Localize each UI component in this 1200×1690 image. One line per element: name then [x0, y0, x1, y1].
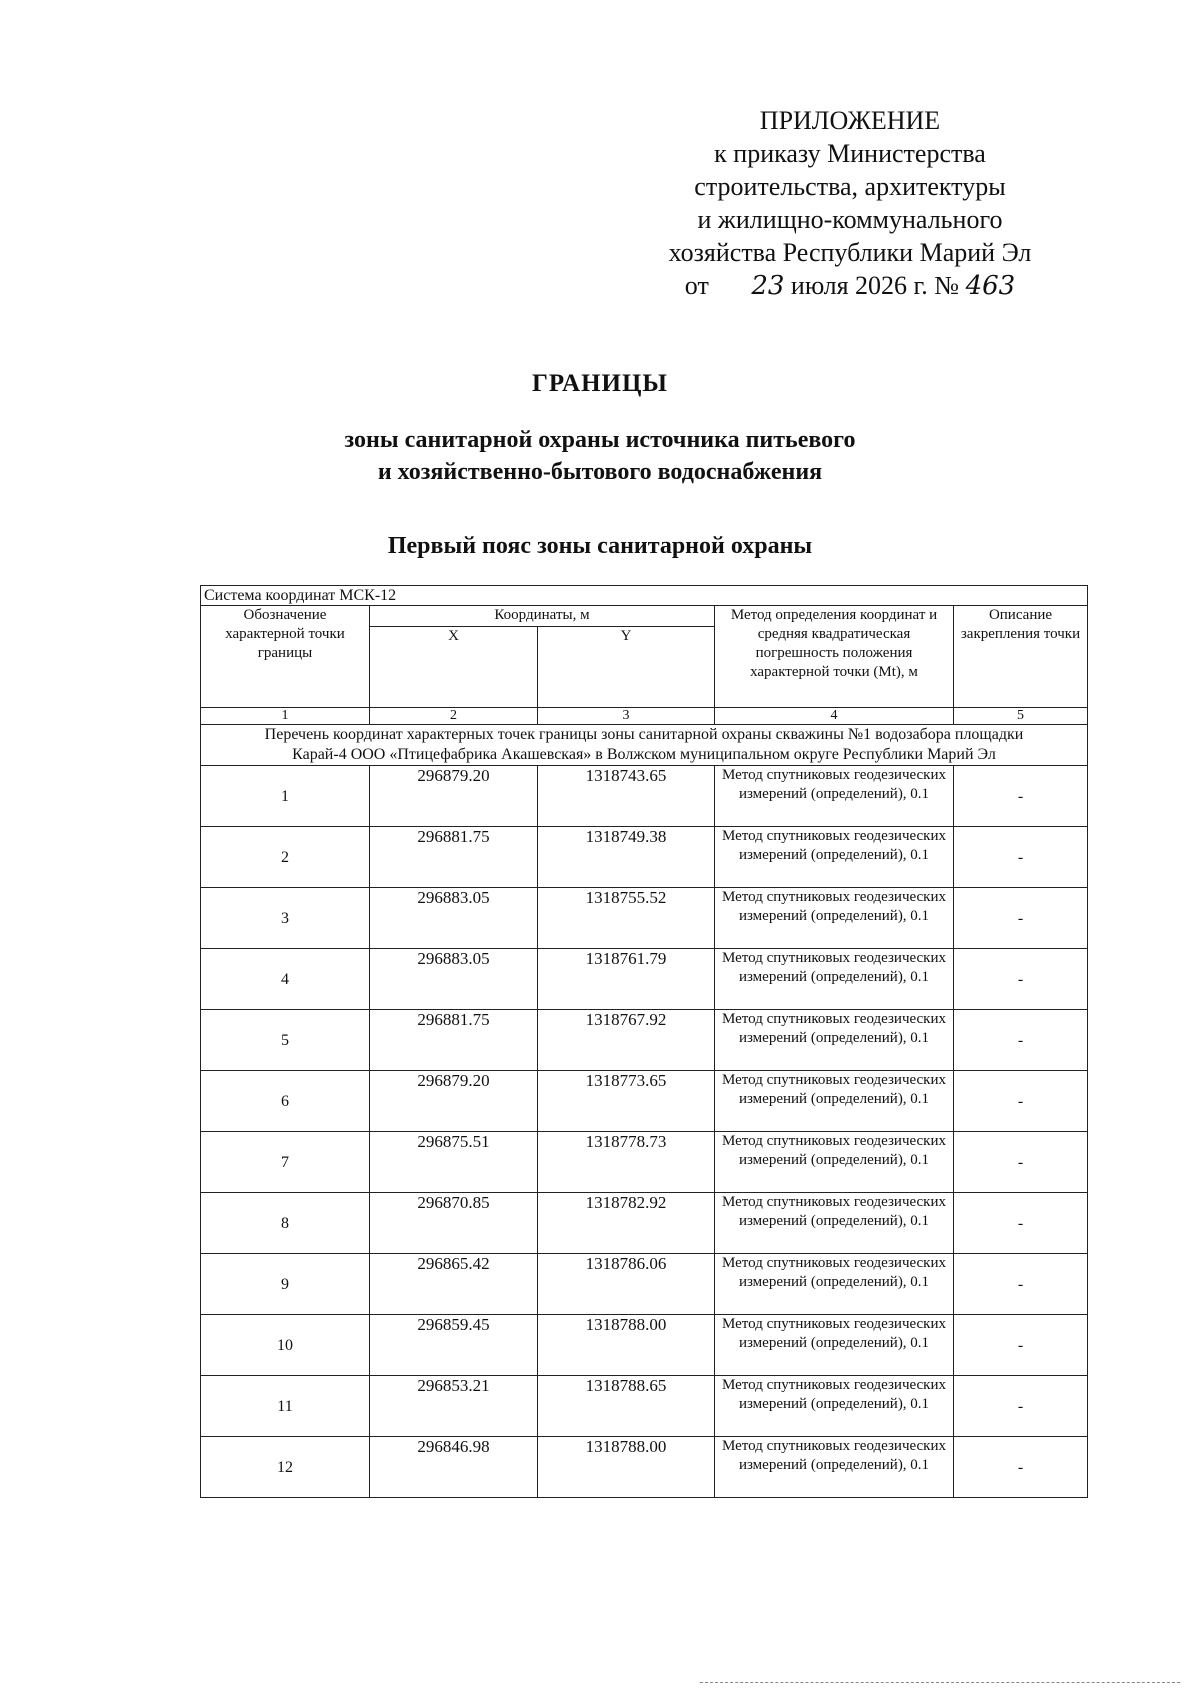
coord-x: 296846.98 [370, 1437, 538, 1498]
appendix-line: хозяйства Республики Марий Эл [668, 238, 1032, 267]
coord-system-row [201, 586, 1088, 606]
appendix-block [640, 104, 1060, 303]
point-number: 3 [201, 888, 370, 949]
description-cell: - [954, 1254, 1088, 1315]
header-coords: Координаты, м [370, 606, 715, 627]
point-number: 2 [201, 827, 370, 888]
table-row [201, 1132, 1088, 1193]
table-row [201, 1071, 1088, 1132]
description-cell: - [954, 888, 1088, 949]
point-number: 5 [201, 1010, 370, 1071]
coord-x: 296879.20 [370, 1071, 538, 1132]
table-row [201, 827, 1088, 888]
description-cell: - [954, 1437, 1088, 1498]
coord-x: 296859.45 [370, 1315, 538, 1376]
table-row [201, 1193, 1088, 1254]
coord-y: 1318786.06 [538, 1254, 715, 1315]
point-number: 8 [201, 1193, 370, 1254]
section-title: Первый пояс зоны санитарной охраны [387, 533, 813, 559]
column-number: 2 [370, 708, 538, 725]
column-number-row [201, 708, 1088, 725]
method-cell: Метод спутниковых геодезических измерений (определений), 0.1 [715, 766, 954, 827]
column-number: 5 [954, 708, 1088, 725]
coord-y: 1318755.52 [538, 888, 715, 949]
subtitle-line: зоны санитарной охраны источника питьевого [344, 427, 856, 453]
point-number: 11 [201, 1376, 370, 1437]
description-cell: - [954, 1193, 1088, 1254]
coord-x: 296865.42 [370, 1254, 538, 1315]
date-text: июля 2026 г. № [790, 271, 960, 300]
coord-y: 1318782.92 [538, 1193, 715, 1254]
table-row [201, 1315, 1088, 1376]
point-number: 9 [201, 1254, 370, 1315]
date-prefix: от [684, 271, 709, 300]
coord-x: 296883.05 [370, 888, 538, 949]
point-number: 6 [201, 1071, 370, 1132]
method-cell: Метод спутниковых геодезических измерений (определений), 0.1 [715, 1071, 954, 1132]
table-row [201, 1254, 1088, 1315]
column-number: 1 [201, 708, 370, 725]
coord-x: 296870.85 [370, 1193, 538, 1254]
header-row [201, 606, 1088, 627]
section-description: Перечень координат характерных точек границы зоны санитарной охраны скважины №1 водозабора площадки Карай-4 ООО «Птицефабрика Акашевская» в Волжском муниципальном округе Республики Марий Эл [201, 725, 1088, 766]
coord-y: 1318778.73 [538, 1132, 715, 1193]
appendix-line: строительства, архитектуры [694, 172, 1006, 201]
header-description: Описание закрепления точки [954, 606, 1088, 708]
coord-y: 1318788.00 [538, 1315, 715, 1376]
description-cell: - [954, 1010, 1088, 1071]
method-cell: Метод спутниковых геодезических измерений (определений), 0.1 [715, 1010, 954, 1071]
point-number: 10 [201, 1315, 370, 1376]
method-cell: Метод спутниковых геодезических измерений (определений), 0.1 [715, 1132, 954, 1193]
point-number: 4 [201, 949, 370, 1010]
description-cell: - [954, 766, 1088, 827]
description-cell: - [954, 1071, 1088, 1132]
method-cell: Метод спутниковых геодезических измерений (определений), 0.1 [715, 1376, 954, 1437]
document-subtitle [0, 424, 1200, 488]
method-cell: Метод спутниковых геодезических измерений (определений), 0.1 [715, 1193, 954, 1254]
appendix-line: и жилищно-коммунального [697, 205, 1003, 234]
handwritten-day: 23 [751, 271, 785, 301]
column-number: 3 [538, 708, 715, 725]
coord-y: 1318761.79 [538, 949, 715, 1010]
method-cell: Метод спутниковых геодезических измерений (определений), 0.1 [715, 1315, 954, 1376]
coord-x: 296881.75 [370, 1010, 538, 1071]
coord-x: 296881.75 [370, 827, 538, 888]
description-cell: - [954, 827, 1088, 888]
column-number: 4 [715, 708, 954, 725]
header-y: Y [538, 627, 715, 708]
description-cell: - [954, 949, 1088, 1010]
coord-system: Система координат МСК-12 [201, 586, 1088, 606]
coord-x: 296879.20 [370, 766, 538, 827]
coord-y: 1318788.00 [538, 1437, 715, 1498]
table-row [201, 1437, 1088, 1498]
method-cell: Метод спутниковых геодезических измерений (определений), 0.1 [715, 949, 954, 1010]
coord-y: 1318743.65 [538, 766, 715, 827]
coord-y: 1318767.92 [538, 1010, 715, 1071]
coord-y: 1318773.65 [538, 1071, 715, 1132]
table-row [201, 888, 1088, 949]
header-point: Обозначение характерной точки границы [201, 606, 370, 708]
appendix-heading: ПРИЛОЖЕНИЕ [759, 106, 941, 135]
handwritten-order-number: 463 [965, 271, 1016, 301]
method-cell: Метод спутниковых геодезических измерений (определений), 0.1 [715, 827, 954, 888]
page-footer-line [700, 1682, 1180, 1683]
method-cell: Метод спутниковых геодезических измерений (определений), 0.1 [715, 1437, 954, 1498]
description-cell: - [954, 1315, 1088, 1376]
point-number: 1 [201, 766, 370, 827]
coord-y: 1318749.38 [538, 827, 715, 888]
coord-y: 1318788.65 [538, 1376, 715, 1437]
header-x: X [370, 627, 538, 708]
appendix-line: к приказу Министерства [714, 139, 986, 168]
order-date-line [640, 269, 1060, 303]
table-row [201, 1376, 1088, 1437]
header-method: Метод определения координат и средняя квадратическая погрешность положения характерной точки (Mt), м [715, 606, 954, 708]
section-description-row [201, 725, 1088, 766]
table-row [201, 949, 1088, 1010]
coord-x: 296853.21 [370, 1376, 538, 1437]
coord-x: 296875.51 [370, 1132, 538, 1193]
document-title: ГРАНИЦЫ [532, 370, 668, 397]
coord-x: 296883.05 [370, 949, 538, 1010]
point-number: 12 [201, 1437, 370, 1498]
table-row [201, 766, 1088, 827]
method-cell: Метод спутниковых геодезических измерений (определений), 0.1 [715, 1254, 954, 1315]
description-cell: - [954, 1376, 1088, 1437]
table-row [201, 1010, 1088, 1071]
point-number: 7 [201, 1132, 370, 1193]
method-cell: Метод спутниковых геодезических измерений (определений), 0.1 [715, 888, 954, 949]
description-cell: - [954, 1132, 1088, 1193]
coordinates-table [200, 585, 1088, 1498]
subtitle-line: и хозяйственно-бытового водоснабжения [377, 459, 823, 485]
